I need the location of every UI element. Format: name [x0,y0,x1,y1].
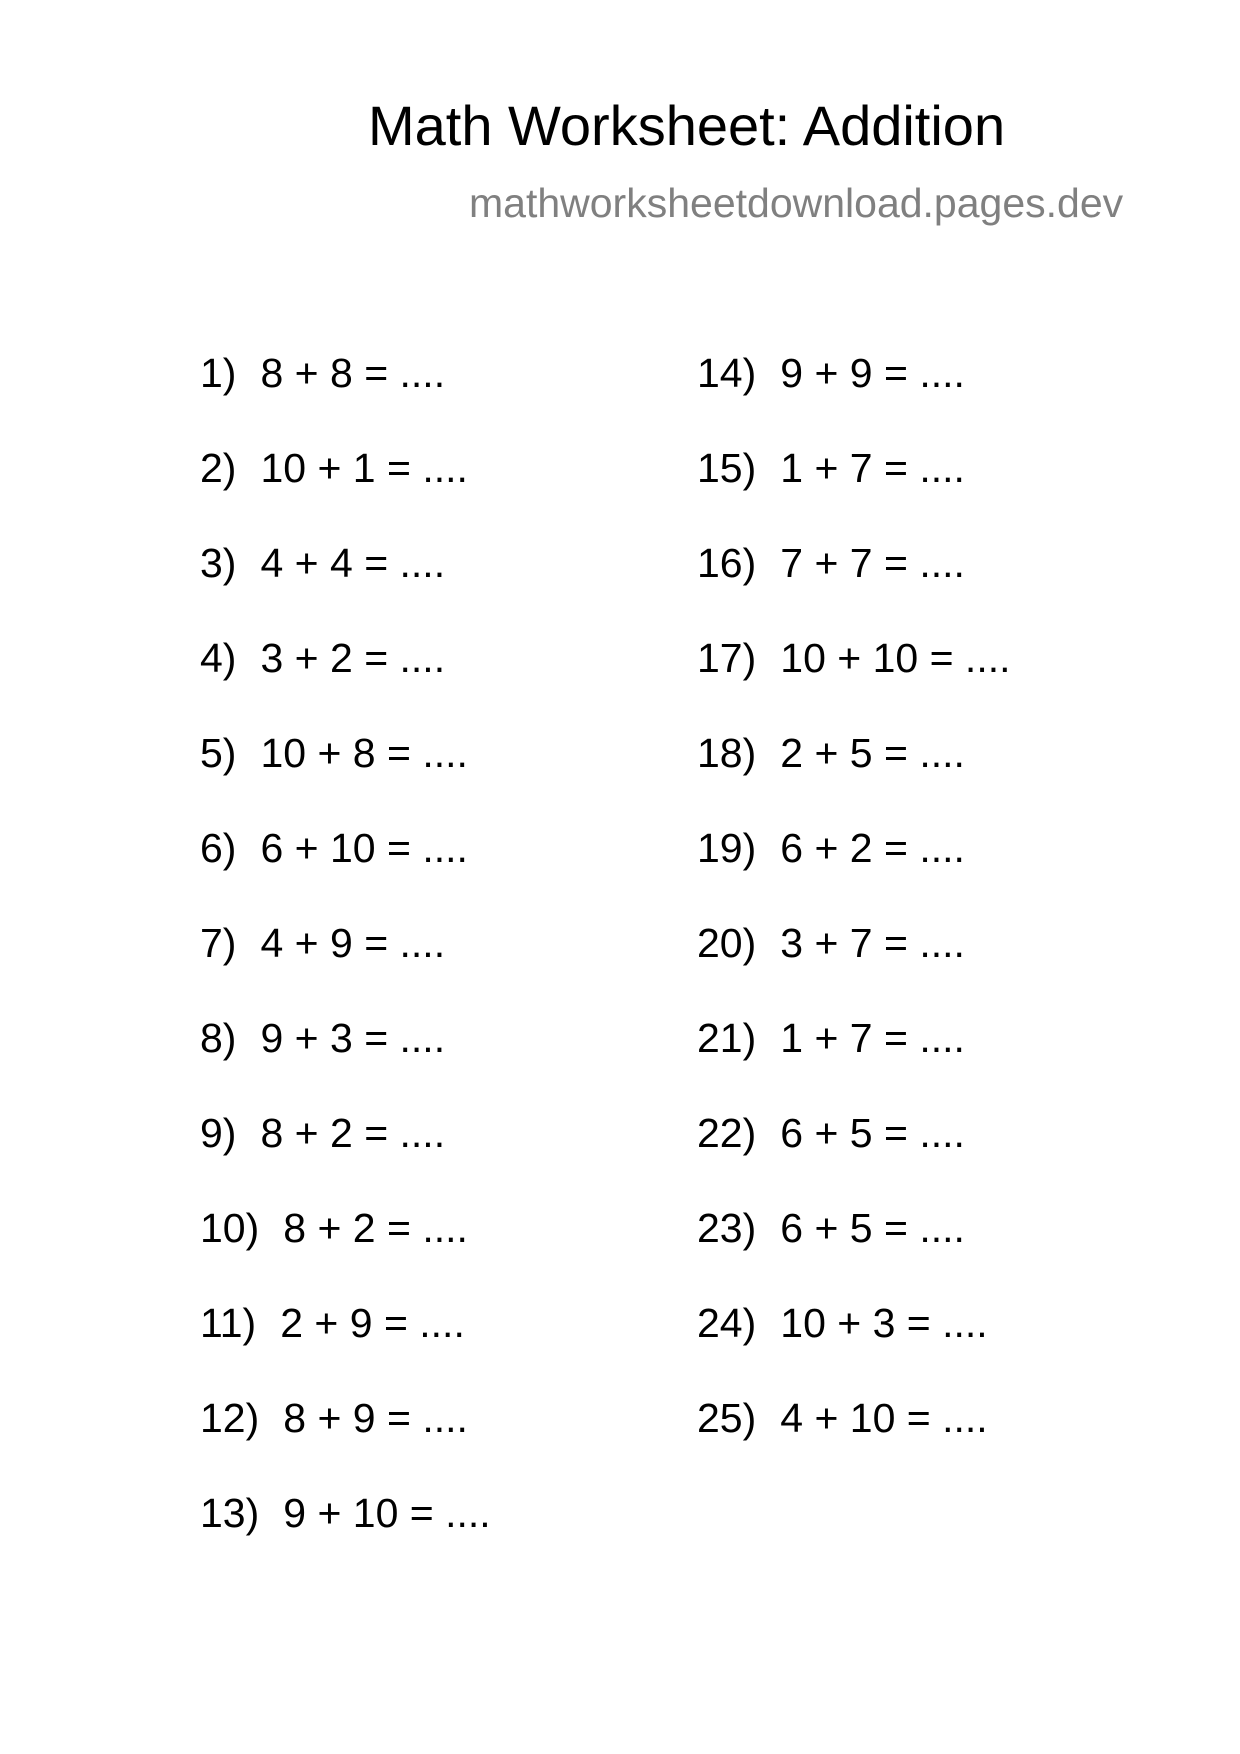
problem-expression: 7 + 7 = .... [780,540,965,586]
problem-item [697,1015,1011,1113]
problem-number: 11) [200,1300,257,1346]
problem-item [697,540,1011,638]
problem-number: 3) [200,540,237,586]
website-url: mathworksheetdownload.pages.dev [469,180,1124,226]
problem-number: 22) [697,1110,757,1156]
problem-expression: 8 + 2 = .... [283,1205,468,1251]
problem-expression: 9 + 10 = .... [283,1490,491,1536]
problem-number: 16) [697,540,757,586]
problem-item [200,540,491,638]
problem-expression: 1 + 7 = .... [780,1015,965,1061]
problem-item [200,445,491,543]
problem-number: 6) [200,825,237,871]
problem-expression: 6 + 5 = .... [780,1110,965,1156]
problem-expression: 6 + 5 = .... [780,1205,965,1251]
problem-expression: 8 + 8 = .... [260,350,446,396]
problem-item [200,635,491,733]
problem-column-right [697,350,1011,1493]
problem-expression: 3 + 2 = .... [260,635,446,681]
problem-item [200,1300,491,1398]
problem-expression: 10 + 10 = .... [780,635,1011,681]
problem-expression: 10 + 3 = .... [780,1300,988,1346]
problem-item [200,1110,491,1208]
problem-item [697,635,1011,733]
problem-expression: 3 + 7 = .... [780,920,965,966]
problem-number: 1) [200,350,237,396]
problem-number: 23) [697,1205,757,1251]
problem-item [697,445,1011,543]
problem-item [200,920,491,1018]
problem-expression: 6 + 2 = .... [780,825,965,871]
problem-expression: 4 + 4 = .... [260,540,446,586]
problem-item [697,350,1011,448]
problem-number: 12) [200,1395,260,1441]
problem-expression: 4 + 10 = .... [780,1395,988,1441]
problem-item [200,825,491,923]
problem-number: 19) [697,825,757,871]
worksheet-title: Math Worksheet: Addition [368,94,1006,157]
problem-item [697,1205,1011,1303]
problem-expression: 8 + 9 = .... [283,1395,468,1441]
problem-number: 9) [200,1110,237,1156]
problem-number: 8) [200,1015,237,1061]
problem-expression: 9 + 3 = .... [260,1015,446,1061]
problem-number: 5) [200,730,237,776]
problem-item [697,1395,1011,1493]
problem-number: 10) [200,1205,260,1251]
problem-number: 20) [697,920,757,966]
problem-item [697,825,1011,923]
problem-column-left [200,350,491,1588]
problem-item [697,1300,1011,1398]
problem-number: 17) [697,635,757,681]
problem-expression: 9 + 9 = .... [780,350,965,396]
problem-item [200,1395,491,1493]
problem-expression: 2 + 5 = .... [780,730,965,776]
problem-item [697,730,1011,828]
problem-number: 13) [200,1490,260,1536]
problem-item [697,920,1011,1018]
problem-expression: 2 + 9 = .... [280,1300,465,1346]
problem-item [200,730,491,828]
problem-number: 2) [200,445,237,491]
problem-expression: 8 + 2 = .... [260,1110,446,1156]
problem-number: 14) [697,350,757,396]
problem-number: 15) [697,445,757,491]
problem-item [200,350,491,448]
problem-expression: 4 + 9 = .... [260,920,446,966]
problem-expression: 1 + 7 = .... [780,445,965,491]
problem-item [200,1205,491,1303]
problem-number: 25) [697,1395,757,1441]
problem-number: 4) [200,635,237,681]
problem-expression: 6 + 10 = .... [260,825,468,871]
problem-number: 18) [697,730,757,776]
problem-item [200,1015,491,1113]
problem-number: 24) [697,1300,757,1346]
problem-item [697,1110,1011,1208]
problem-number: 21) [697,1015,757,1061]
problem-expression: 10 + 1 = .... [260,445,468,491]
problem-item [200,1490,491,1588]
problem-number: 7) [200,920,237,966]
problem-expression: 10 + 8 = .... [260,730,468,776]
